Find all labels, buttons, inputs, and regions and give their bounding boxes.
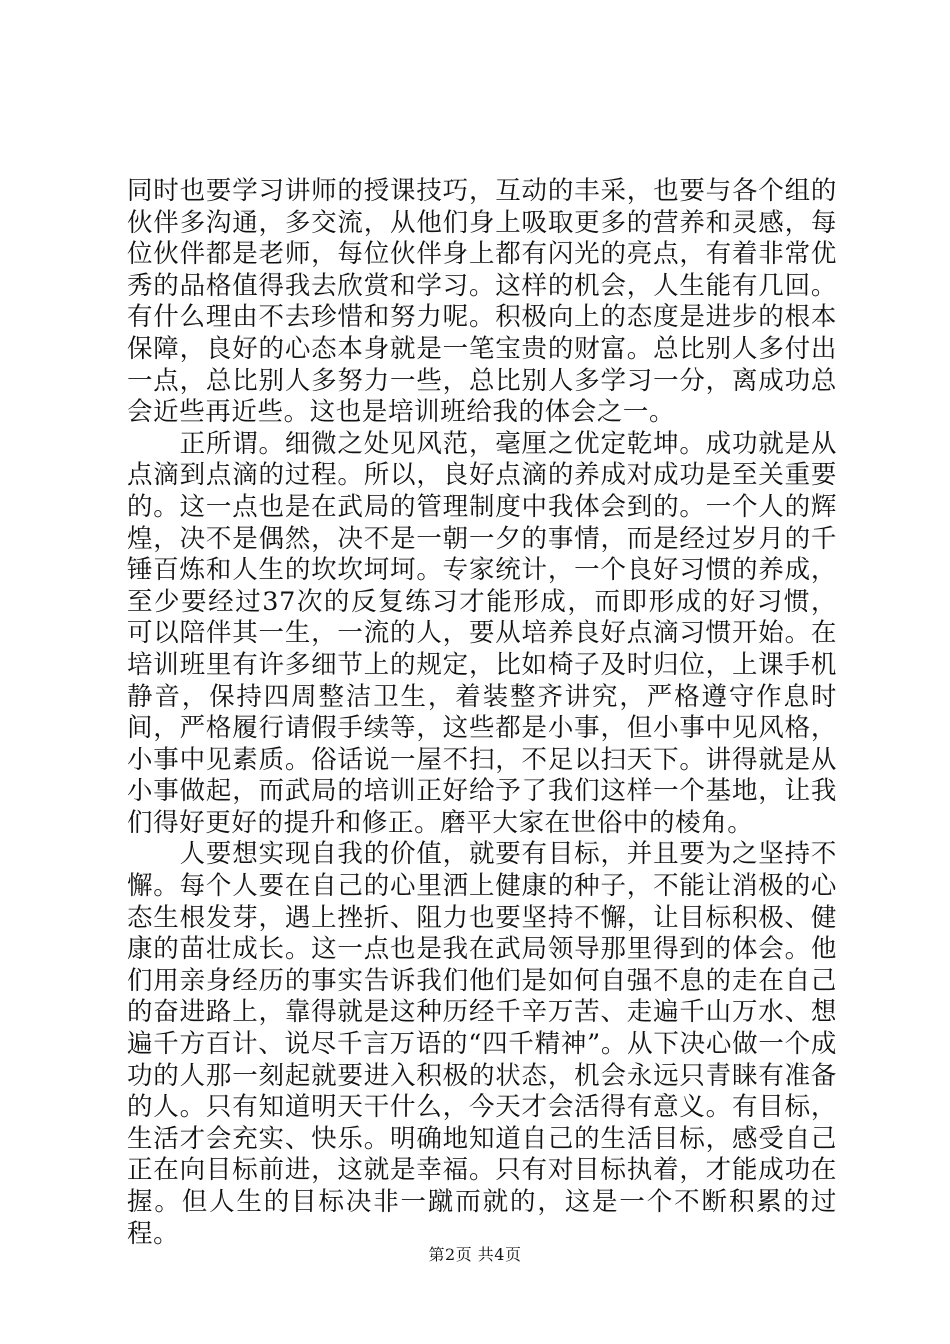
paragraph: 正所谓。细微之处见风范，毫厘之优定乾坤。成功就是从点滴到点滴的过程。所以，良好点滴的养成对成功是至关重要的。这一点也是在武局的管理制度中我体会到的。一个人的辉煌，决不是偶然，决不是一朝一夕的事情，而是经过岁月的千锤百炼和人生的坎坎坷坷。专家统计，一个良好习惯的养成，至少要经过37次的反复练习才能形成，而即形成的好习惯，可以陪伴其一生，一流的人，要从培养良好点滴习惯开始。在培训班里有许多细节上的规定，比如椅子及时归位，上课手机静音，保持四周整洁卫生，着装整齐讲究，严格遵守作息时间，严格履行请假手续等，这些都是小事，但小事中见风格，小事中见素质。俗话说一屋不扫，不足以扫天下。讲得就是从小事做起，而武局的培训正好给予了我们这样一个基地，让我们得好更好的提升和修正。磨平大家在世俗中的棱角。 bbox=[127, 428, 837, 838]
paragraph: 同时也要学习讲师的授课技巧，互动的丰采，也要与各个组的伙伴多沟通，多交流，从他们身上吸取更多的营养和灵感，每位伙伴都是老师，每位伙伴身上都有闪光的亮点，有着非常优秀的品格值得我去欣赏和学习。这样的机会，人生能有几回。有什么理由不去珍惜和努力呢。积极向上的态度是进步的根本保障，良好的心态本身就是一笔宝贵的财富。总比别人多付出一点，总比别人多努力一些，总比别人多学习一分，离成功总会近些再近些。这也是培训班给我的体会之一。 bbox=[127, 176, 837, 428]
paragraph: 人要想实现自我的价值，就要有目标，并且要为之坚持不懈。每个人要在自己的心里洒上健康的种子，不能让消极的心态生根发芽，遇上挫折、阻力也要坚持不懈，让目标积极、健康的苗壮成长。这一点也是我在武局领导那里得到的体会。他们用亲身经历的事实告诉我们他们是如何自强不息的走在自己的奋进路上，靠得就是这种历经千辛万苦、走遍千山万水、想遍千方百计、说尽千言万语的“四千精神”。从下决心做一个成功的人那一刻起就要进入积极的状态，机会永远只青睐有准备的人。只有知道明天干什么，今天才会活得有意义。有目标，生活才会充实、快乐。明确地知道自己的生活目标，感受自己正在向目标前进，这就是幸福。只有对目标执着，才能成功在握。但人生的目标决非一蹴而就的，这是一个不断积累的过程。 bbox=[127, 839, 837, 1249]
page-footer: 第2页 共4页 bbox=[428, 1245, 522, 1264]
body-text bbox=[127, 176, 837, 1250]
